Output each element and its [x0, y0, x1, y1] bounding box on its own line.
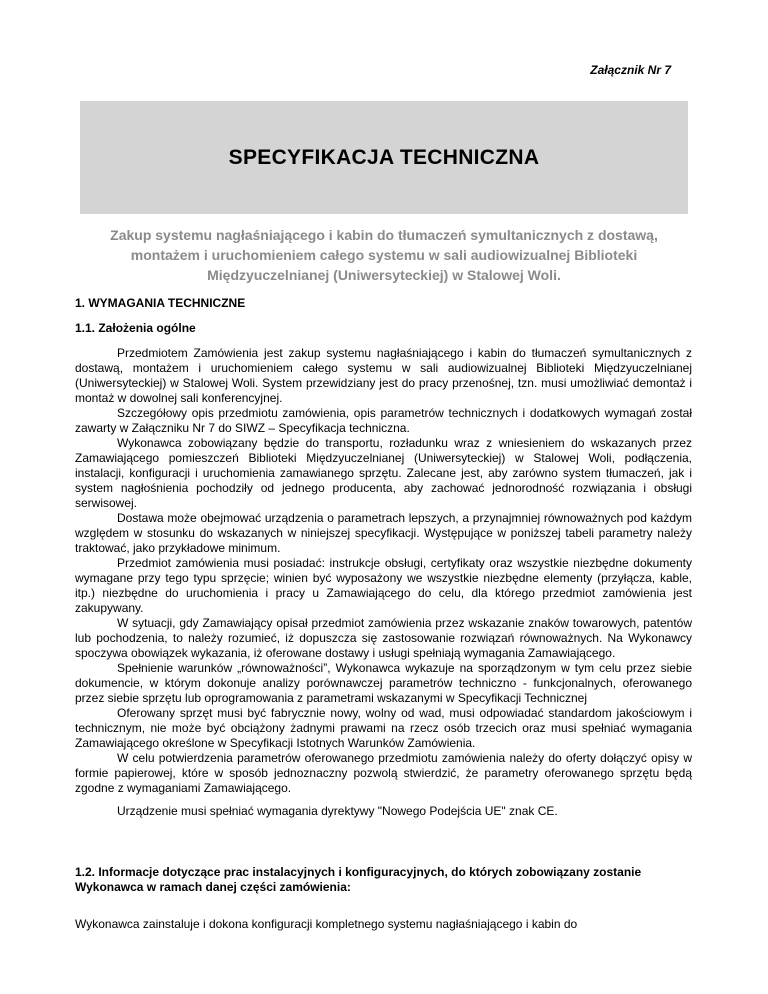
section-body — [75, 346, 692, 819]
paragraph-installation: Wykonawca zainstaluje i dokona konfiguracji kompletnego systemu nagłaśniającego i kabin do — [75, 917, 578, 931]
section-heading: 1. WYMAGANIA TECHNICZNE — [75, 296, 246, 310]
title-banner — [80, 101, 688, 214]
paragraph: Dostawa może obejmować urządzenia o parametrach lepszych, a przynajmniej równoważnych pod każdym względem w stosunku do wskazanych w niniejszej specyfikacji. Występujące w poniższej tabeli parametry należy traktować, jako przykładowe minimum. — [75, 511, 692, 555]
annex-label: Załącznik Nr 7 — [590, 63, 671, 77]
paragraph-ce: Urządzenie musi spełniać wymagania dyrektywy "Nowego Podejścia UE" znak CE. — [117, 804, 558, 818]
paragraph: W sytuacji, gdy Zamawiający opisał przedmiot zamówienia przez wskazanie znaków towarowych, patentów lub pochodzenia, to należy rozumieć, iż dopuszcza się zastosowanie rozwiązań równoważnych. Na Wykonawcy spoczywa obowiązek wykazania, iż oferowane dostawy i usługi spełniają wymagania Zamawiającego. — [75, 616, 692, 660]
paragraph: Wykonawca zobowiązany będzie do transportu, rozładunku wraz z wniesieniem do wskazanych przez Zamawiającego pomieszczeń Biblioteki Międzyuczelnianej (Uniwersyteckiej) w Stalowej Woli, podłączenia, instalacji, konfiguracji i uruchomienia zamawianego sprzętu. Zalecane jest, aby zarówno system tłumaczeń, jak i system nagłośnienia pochodziły od jednego producenta, aby zachować jednorodność rozwiązania i obsługi serwisowej. — [75, 436, 692, 510]
document-subtitle: Zakup systemu nagłaśniającego i kabin do tłumaczeń symultanicznych z dostawą, montażem i uruchomieniem całego systemu w sali audiowizualnej Biblioteki Międzyuczelnianej (Uniwersyteckiej) w Stalowej Woli. — [110, 227, 658, 283]
document-title: SPECYFIKACJA TECHNICZNA — [228, 145, 540, 169]
subsection-heading-installation: 1.2. Informacje dotyczące prac instalacyjnych i konfiguracyjnych, do których zobowiązany zostanie Wykonawca w ramach danej części zamówienia: — [75, 865, 642, 894]
subsection-heading: 1.1. Założenia ogólne — [75, 321, 196, 335]
paragraph: Oferowany sprzęt musi być fabrycznie nowy, wolny od wad, musi odpowiadać standardom jakościowym i technicznym, nie może być obciążony żadnymi prawami na rzecz osób trzecich oraz musi spełniać wymagania Zamawiającego określone w Specyfikacji Istotnych Warunków Zamówienia. — [75, 706, 692, 750]
paragraph: Spełnienie warunków „równoważności”, Wykonawca wykazuje na sporządzonym w tym celu przez siebie dokumencie, w którym dokonuje analizy porównawczej parametrów techniczno - funkcjonalnych, oferowanego przez siebie sprzętu lub oprogramowania z parametrami wskazanymi w Specyfikacji Technicznej — [75, 661, 692, 705]
paragraph: Szczegółowy opis przedmiotu zamówienia, opis parametrów technicznych i dodatkowych wymagań został zawarty w Załączniku Nr 7 do SIWZ – Specyfikacja techniczna. — [75, 406, 692, 435]
paragraph: Przedmiot zamówienia musi posiadać: instrukcje obsługi, certyfikaty oraz wszystkie niezbędne dokumenty wymagane przy tego typu sprzęcie; winien być wyposażony we wszystkie niezbędne elementy (przyłącza, kable, itp.) niezbędne do uruchomienia i pracy u Zamawiającego do celu, dla którego przedmiot zamówienia jest zakupywany. — [75, 556, 692, 615]
paragraph: W celu potwierdzenia parametrów oferowanego przedmiotu zamówienia należy do oferty dołączyć opisy w formie papierowej, które w sposób jednoznaczny pozwolą stwierdzić, że parametry oferowanego sprzętu będą zgodne z wymaganiami Zamawiającego. — [75, 751, 692, 795]
paragraph: Przedmiotem Zamówienia jest zakup systemu nagłaśniającego i kabin do tłumaczeń symultanicznych z dostawą, montażem i uruchomieniem całego systemu w sali audiowizualnej Biblioteki Międzyuczelnianej (Uniwersyteckiej) w Stalowej Woli. System przewidziany jest do pracy przenośnej, tzn. musi umożliwiać demontaż i montaż w dowolnej sali konferencyjnej. — [75, 346, 692, 405]
